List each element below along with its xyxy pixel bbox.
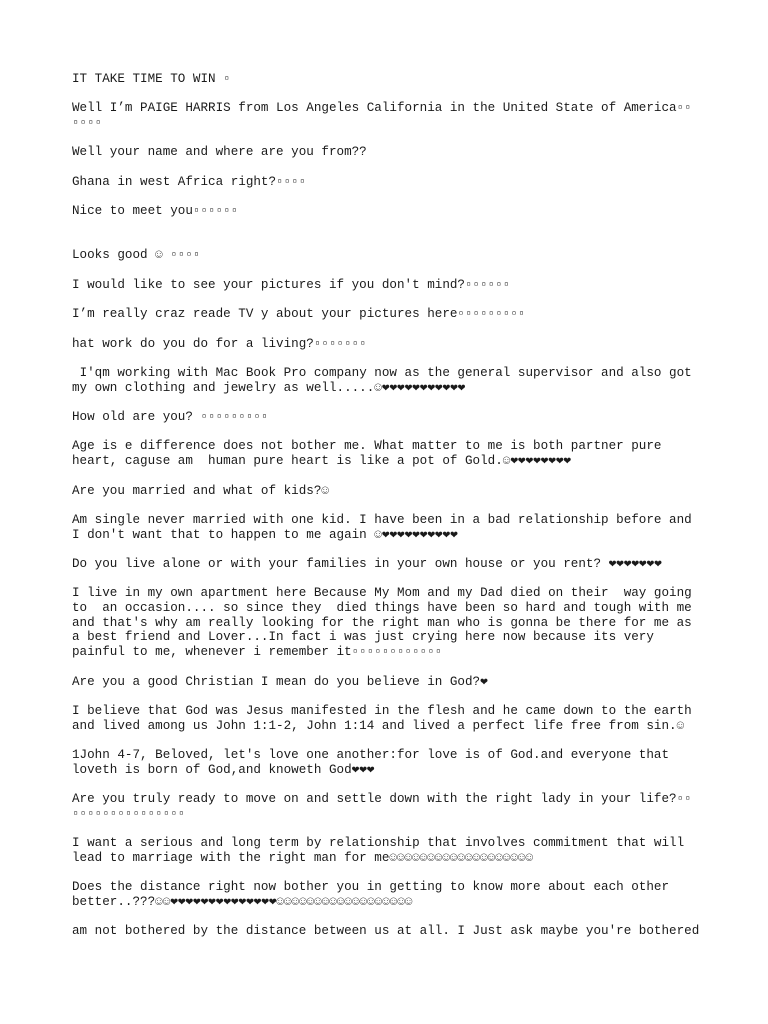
paragraph: hat work do you do for a living?▫▫▫▫▫▫▫ bbox=[72, 336, 367, 351]
paragraph: Does the distance right now bother you in getting to know more about each other better..???☺☺❤❤❤❤❤❤❤❤❤❤❤❤❤❤☺☺☺☺☺☺☺☺☺☺☺☺☺☺☺☺☺☺ bbox=[72, 880, 670, 910]
paragraph: Well your name and where are you from?? bbox=[72, 145, 367, 160]
paragraph: I’m really craz reade TV y about your pictures here▫▫▫▫▫▫▫▫▫ bbox=[72, 307, 526, 322]
paragraph: Are you married and what of kids?☺ bbox=[72, 483, 329, 498]
paragraph: I live in my own apartment here Because My Mom and my Dad died on their way going to an occasion.... so since they died things have been so hard and tough with me and that's why am really looking for the right man who is gonna be there for me as a best friend and Lover...In fact i was just crying here now because its very painful to me, whenever i remember it▫▫▫▫▫▫▫▫▫▫▫▫ bbox=[72, 586, 692, 660]
paragraph: How old are you? ▫▫▫▫▫▫▫▫▫ bbox=[72, 410, 269, 425]
paragraph: Am single never married with one kid. I have been in a bad relationship before and I don't want that to happen to me again ☺❤❤❤❤❤❤❤❤❤❤ bbox=[72, 512, 692, 542]
paragraph: I'qm working with Mac Book Pro company now as the general supervisor and also got my own clothing and jewelry as well.....☺❤❤❤❤❤❤❤❤❤❤❤ bbox=[72, 365, 692, 395]
paragraph: Are you truly ready to move on and settle down with the right lady in your life?▫▫ ▫▫▫▫▫▫▫▫▫▫▫▫▫▫▫ bbox=[72, 792, 692, 821]
document-page bbox=[72, 72, 712, 954]
doc-title: IT TAKE TIME TO WIN ▫ bbox=[72, 72, 231, 86]
paragraph: Well I’m PAIGE HARRIS from Los Angeles California in the United State of America▫▫ ▫▫▫▫ bbox=[72, 101, 692, 131]
paragraph: Nice to meet you▫▫▫▫▫▫ bbox=[72, 204, 239, 219]
paragraph: Are you a good Christian I mean do you believe in God?❤ bbox=[72, 674, 488, 689]
paragraph: am not bothered by the distance between us at all. I Just ask maybe you're bothered bbox=[72, 924, 700, 939]
paragraph: Looks good ☺ ▫▫▫▫ bbox=[72, 248, 201, 263]
paragraph: Ghana in west Africa right?▫▫▫▫ bbox=[72, 174, 307, 189]
paragraph: I believe that God was Jesus manifested in the flesh and he came down to the earth and lived among us John 1:1-2, John 1:14 and lived a perfect life free from sin.☺ bbox=[72, 703, 692, 733]
paragraph: Do you live alone or with your families in your own house or you rent? ❤❤❤❤❤❤❤ bbox=[72, 556, 662, 571]
paragraph: 1John 4-7, Beloved, let's love one another:for love is of God.and everyone that loveth is born of God,and knoweth God❤❤❤ bbox=[72, 748, 670, 777]
paragraph: Age is e difference does not bother me. What matter to me is both partner pure heart, caguse am human pure heart is like a pot of Gold.☺❤❤❤❤❤❤❤❤ bbox=[72, 439, 662, 469]
paragraph: I want a serious and long term by relationship that involves commitment that will lead to marriage with the right man for me☺☺☺☺☺☺☺☺☺☺☺☺☺☺☺☺☺☺☺ bbox=[72, 836, 685, 865]
paragraph: I would like to see your pictures if you don't mind?▫▫▫▫▫▫ bbox=[72, 277, 511, 292]
